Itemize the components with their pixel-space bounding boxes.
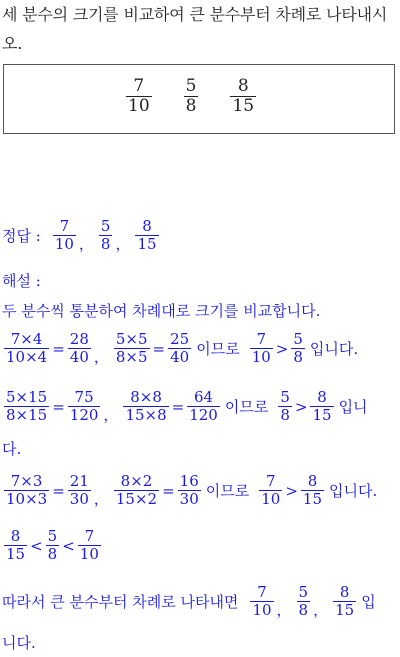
equals-sign: = (52, 397, 65, 416)
text: 따라서 큰 분수부터 차례로 나타내면 (2, 593, 239, 611)
fraction: $\frac{28}{40}$ (69, 330, 89, 366)
fraction: $\frac{5\times 5}{8\times 5}$ (115, 330, 148, 366)
equals-sign: = (152, 339, 166, 358)
fraction: $\frac{8\times 2}{15\times 2}$ (115, 472, 158, 508)
comma: ， (93, 348, 109, 366)
fraction: $\frac{7\times 3}{10\times 3}$ (6, 472, 48, 508)
comma: ， (276, 601, 292, 619)
equals-sign: = (52, 481, 65, 500)
box-fraction: $\frac{8}{15}$ (232, 76, 255, 116)
fraction: $\frac{5}{8}$ (293, 330, 303, 366)
comma: ， (78, 235, 94, 253)
box-fraction: $\frac{7}{10}$ (128, 76, 150, 116)
fraction: $\frac{7}{10}$ (252, 583, 272, 619)
less-than-sign: < (62, 536, 75, 555)
step-2-continuation: 다. (2, 440, 22, 458)
solution-label: 해설 : (2, 272, 41, 290)
text: 입니 (338, 398, 368, 416)
fraction: $\frac{25}{40}$ (170, 330, 190, 366)
step-2 (2, 389, 371, 424)
answer-label: 정답 : (2, 227, 41, 245)
final-continuation: 니다. (2, 634, 36, 652)
fraction: $\frac{5}{8}$ (298, 583, 309, 619)
final-line (2, 584, 379, 619)
fraction: $\frac{8}{15}$ (335, 583, 355, 619)
fraction: $\frac{7}{10}$ (251, 330, 271, 366)
order-line (2, 528, 103, 563)
question-text: 세 분수의 크기를 비교하여 큰 분수부터 차례로 나타내시오. (2, 5, 388, 53)
equals-sign: = (162, 481, 175, 500)
answer-fraction: $\frac{7}{10}$ (54, 217, 74, 253)
text: 이므로 (224, 398, 269, 416)
box-fraction-list (124, 77, 286, 116)
fraction: $\frac{8\times 8}{15\times 8}$ (125, 388, 167, 424)
step-1 (2, 331, 361, 366)
fraction: $\frac{75}{120}$ (69, 388, 99, 424)
text: 이므로 (196, 340, 240, 358)
fraction: $\frac{8}{15}$ (312, 388, 332, 424)
comma: ， (313, 601, 329, 619)
fraction: $\frac{8}{15}$ (6, 527, 26, 563)
greater-than-sign: > (275, 339, 289, 358)
fraction-box (3, 64, 395, 134)
equals-sign: = (52, 339, 65, 358)
fraction: $\frac{7\times 4}{10\times 4}$ (6, 330, 48, 366)
fraction: $\frac{64}{120}$ (189, 388, 218, 424)
text: 입 (361, 593, 376, 611)
fraction: $\frac{7}{10}$ (79, 527, 99, 563)
text: 입니다. (309, 340, 359, 358)
less-than-sign: < (30, 536, 43, 555)
fraction: $\frac{8}{15}$ (302, 472, 323, 508)
fraction: $\frac{5}{8}$ (280, 388, 290, 424)
fraction: $\frac{7}{10}$ (261, 472, 281, 508)
fraction: $\frac{16}{30}$ (179, 472, 199, 508)
fraction: $\frac{21}{30}$ (69, 472, 89, 508)
box-fraction: $\frac{5}{8}$ (185, 76, 197, 116)
text: 이므로 (205, 482, 250, 500)
fraction: $\frac{5\times 15}{8\times 15}$ (6, 388, 48, 424)
equals-sign: = (171, 397, 185, 416)
comma: ， (115, 235, 131, 253)
greater-than-sign: > (294, 397, 308, 416)
text: 입니다. (329, 482, 378, 500)
answer-fraction: $\frac{5}{8}$ (100, 217, 111, 253)
answer-line (2, 218, 161, 253)
fraction: $\frac{5}{8}$ (47, 527, 58, 563)
answer-fraction: $\frac{8}{15}$ (137, 217, 157, 253)
comma: ， (93, 490, 109, 508)
solution-intro: 두 분수씩 통분하여 차례대로 크기를 비교합니다. (2, 302, 321, 320)
comma: ， (103, 406, 119, 424)
greater-than-sign: > (285, 481, 298, 500)
step-3 (2, 473, 380, 508)
